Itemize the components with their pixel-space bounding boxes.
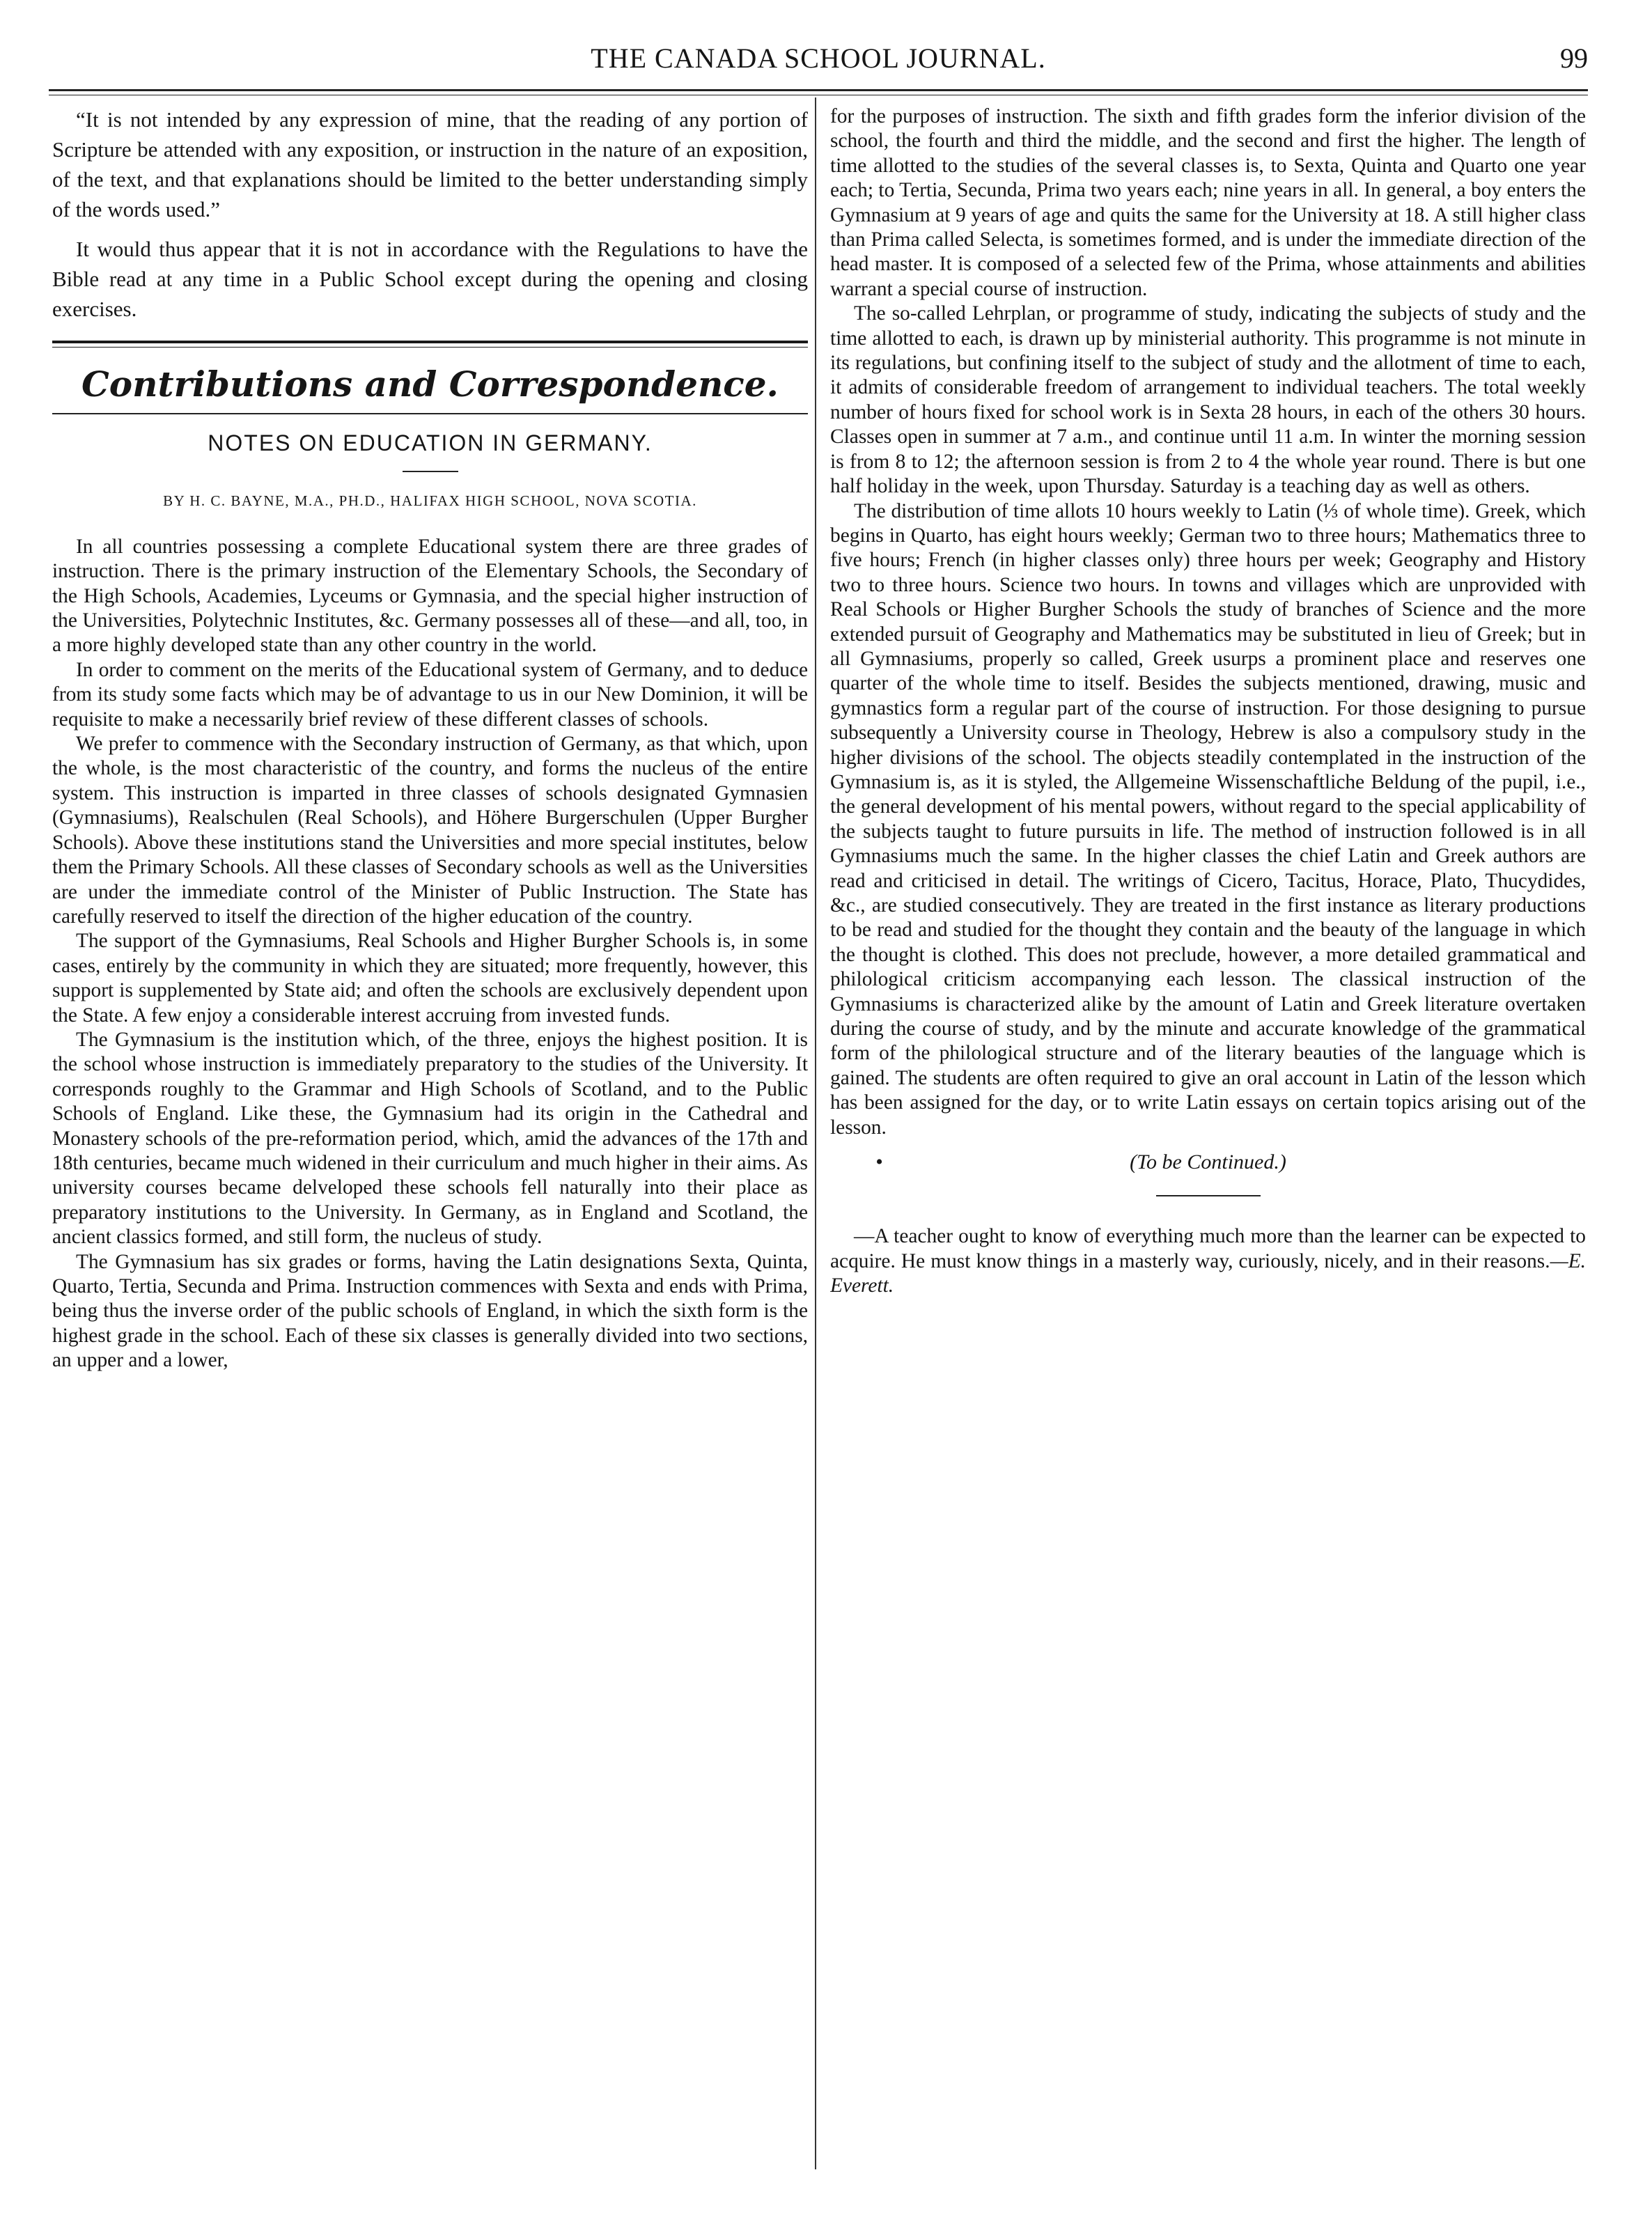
article-paragraph: The so-called Lehrplan, or programme of study, indicating the subjects of study and the time allotted to each, is drawn up by ministerial authority. This programme is not minute in its regulations, but confining itself to the subject of study and the allotment of time to each, it admits of considerable freedom of arrangement to individual teachers. The total weekly number of hours fixed for school work is in Sexta 28 hours, in each of the others 30 hours. Classes open in summer at 7 a.m., and continue until 11 a.m. In winter the morning session is from 8 to 12; the afternoon session is from 2 to 4 the whole year round. There is but one half holiday in the week, upon Thursday. Saturday is a teaching day as well as others. bbox=[830, 302, 1586, 498]
right-column bbox=[830, 104, 1586, 2173]
article-paragraph: We prefer to commence with the Secondary instruction of Germany, as that which, upon the whole, is the most characteristic of the country, and forms the nucleus of the entire system. This instruction is imparted in three classes of schools designated Gymnasien (Gymnasiums), Realschulen (Real Schools), and Höhere Burgerschulen (Upper Burgher Schools). Above these institutions stand the Universities and more special institutes, below them the Primary Schools. All these classes of Secondary schools as well as the Universities are under the immediate control of the Minister of Public Instruction. The State has carefully reserved to itself the direction of the higher education of the country. bbox=[52, 733, 808, 928]
to-be-continued-text: (To be Continued.) bbox=[1130, 1150, 1286, 1174]
article-title: NOTES ON EDUCATION IN GERMANY. bbox=[208, 430, 653, 455]
journal-title: THE CANADA SCHOOL JOURNAL. bbox=[591, 42, 1046, 74]
article-paragraph: In all countries possessing a complete Educational system there are three grades of instruction. There is the primary instruction of the Elementary Schools, the Secondary of the High Schools, Academies, Lyceums or Gymnasia, and the special higher instruction of the Universities, Polytechnic Institutes, &c. Germany possesses all of these—and all, too, in a more highly developed state than any other country in the world. bbox=[52, 535, 808, 657]
page-number: 99 bbox=[1560, 42, 1588, 74]
article-paragraph: The Gymnasium has six grades or forms, having the Latin designations Sexta, Quinta, Quarto, Tertia, Secunda and Prima. Instruction commences with Sexta and ends with Prima, being thus the inverse order of the public schools of England, in which the sixth form is the highest grade in the school. Each of these six classes is generally divided into two sections, an upper and a lower, bbox=[52, 1250, 808, 1372]
header-rule bbox=[49, 89, 1588, 91]
article-paragraph: In order to comment on the merits of the Educational system of Germany, and to deduce from its study some facts which may be of advantage to us in our New Dominion, it will be requisite to make a necessarily brief review of these different classes of schools. bbox=[52, 658, 808, 731]
article-paragraph: The support of the Gymnasiums, Real Schools and Higher Burgher Schools is, in some cases, entirely by the community in which they are situated; more frequently, however, this support is supplemented by State aid; and often the schools are exclusively dependent upon the State. A few enjoy a considerable interest accruing from invested funds. bbox=[52, 930, 808, 1027]
section-heading: Contributions and Correspondence. bbox=[81, 364, 779, 405]
section-heading-rule bbox=[52, 413, 808, 414]
bullet-mark: • bbox=[875, 1150, 883, 1174]
to-be-continued bbox=[830, 1150, 1586, 1174]
title-rule bbox=[403, 471, 458, 472]
running-head bbox=[49, 40, 1588, 82]
column-divider bbox=[815, 97, 816, 2169]
closing-quote-attribution: —E. Everett. bbox=[830, 1249, 1586, 1297]
closing-rule bbox=[1156, 1195, 1261, 1196]
closing-quote-text: —A teacher ought to know of everything much more than the learner can be expected to acquire. He must know things in a masterly way, curiously, nicely, and in their reasons. bbox=[830, 1225, 1586, 1272]
article-paragraph: The distribution of time allots 10 hours weekly to Latin (⅓ of whole time). Greek, which begins in Quarto, has eight hours weekly; German two to three hours; Mathematics three to five hours; French (in higher classes only) three hours per week; Geography and History two to three hours. Science two hours. In towns and villages which are unprovided with Real Schools or Higher Burgher Schools the study of branches of Science and the more extended pursuit of Geography and Mathematics may be substituted in lieu of Greek; but in all Gymnasiums, properly so called, Greek usurps a prominent place and reserves one quarter of the whole time to itself. Besides the subjects mentioned, drawing, music and gymnastics form a regular part of the course of instruction. For those designing to pursue subsequently a University course in Theology, Hebrew is also a compulsory study in the higher divisions of the school. The objects steadily contemplated in the instruction of the Gymnasium is, as it is styled, the Allgemeine Wissenschaftliche Beldung of the pupil, i.e., the general development of his mental powers, without regard to the special applicability of the subjects taught to future pursuits in life. The method of instruction followed is in all Gymnasiums much the same. In the higher classes the chief Latin and Greek authors are read and criticised in detail. The writings of Cicero, Tacitus, Horace, Plato, Thucydides, &c., are studied consecutively. They are treated in the first instance as literary productions to be read and studied for the thought they contain and the beauty of the language in which the thought is clothed. This does not preclude, however, a more detailed grammatical and philological criticism accompanying each lesson. The classical instruction of the Gymnasiums is characterized alike by the amount of Latin and Greek literature overtaken during the course of study, and by the minute and accurate knowledge of the grammatical form of the philological structure and of the literary beauties of the language which is gained. The students are often required to give an oral account in Latin of the lesson which has been assigned for the day, or to write Latin essays on certain topics arising out of the lesson. bbox=[830, 499, 1586, 1139]
closing-quote bbox=[830, 1224, 1586, 1298]
quote-paragraph: “It is not intended by any expression of mine, that the reading of any portion of Scripture be attended with any exposition, or instruction in the nature of an exposition, of the text, and that explanations should be limited to the better understanding simply of the words used.” bbox=[52, 107, 808, 221]
section-rule bbox=[52, 341, 808, 348]
article-paragraph: for the purposes of instruction. The sixth and fifth grades form the inferior division of the school, the fourth and third the middle, and the second and first the higher. The length of time allotted to the studies of the several classes is, to Sexta, Quinta and Quarto one year each; to Tertia, Secunda, Prima two years each; nine years in all. In general, a boy enters the Gymnasium at 9 years of age and quits the same for the University at 18. A still higher class than Prima called Selecta, is sometimes formed, and is under the immediate direction of the head master. It is composed of a selected few of the Prima, whose attainments and abilities warrant a special course of instruction. bbox=[830, 105, 1586, 300]
article-byline: BY H. C. BAYNE, M.A., PH.D., HALIFAX HIGH SCHOOL, NOVA SCOTIA. bbox=[163, 492, 697, 510]
quote-conclusion-paragraph: It would thus appear that it is not in accordance with the Regulations to have the Bible read at any time in a Public School except during the opening and closing exercises. bbox=[52, 237, 808, 321]
left-column bbox=[52, 104, 808, 2173]
scripture-quote-block bbox=[52, 104, 808, 324]
article-paragraph: The Gymnasium is the institution which, of the three, enjoys the highest position. It is the school whose instruction is immediately preparatory to the studies of the University. It corresponds roughly to the Grammar and High Schools of Scotland, and to the Public Schools of England. Like these, the Gymnasium had its origin in the Cathedral and Monastery schools of the pre-reformation period, which, amid the advances of the 17th and 18th centuries, became much widened in their curriculum and much higher in their aims. As university courses became delveloped these schools fell naturally into their place as preparatory institutions to the University. In Germany, as in England and Scotland, the ancient classics formed, and still form, the nucleus of study. bbox=[52, 1028, 808, 1249]
